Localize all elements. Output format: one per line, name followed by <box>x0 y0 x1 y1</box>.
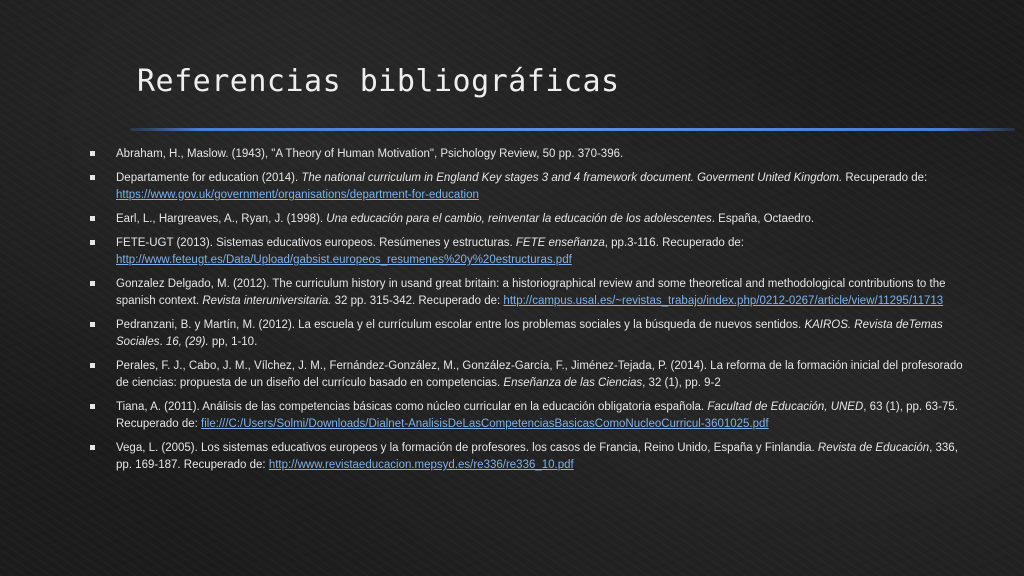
reference-italic: The national curriculum in England Key stages 3 and 4 framework document. Goverment United Kingdom. <box>301 172 843 184</box>
reference-list <box>90 146 975 481</box>
reference-text: FETE-UGT (2013). Sistemas educativos europeos. Resúmenes y estructuras. <box>116 237 516 249</box>
reference-text: Tiana, A. (2011). Análisis de las competencias básicas como núcleo curricular en la educación obligatoria española. <box>116 401 708 413</box>
reference-text: . España, Octaedro. <box>711 213 815 225</box>
reference-text: , 336, pp. 169-187. Recuperado de: <box>116 442 958 471</box>
bullet-icon <box>90 445 95 450</box>
reference-text: Vega, L. (2005). Los sistemas educativos europeos y la formación de profesores. los casos de Francia, Reino Unido, España y Finlandia. <box>116 442 818 454</box>
reference-text: Earl, L., Hargreaves, A., Ryan, J. (1998). <box>116 213 327 225</box>
reference-italic: Una educación para el cambio, reinventar la educación de los adolescentes <box>326 213 712 225</box>
reference-item <box>90 146 975 163</box>
reference-text: Recuperado de: <box>842 172 928 184</box>
bullet-icon <box>90 281 95 286</box>
reference-italic: FETE enseñanza <box>515 237 605 249</box>
reference-text: Gonzalez Delgado, M. (2012). The curriculum history in usand great britain: a historiographical review and some theoretical and methodological contributions to the spanish context. <box>116 278 946 307</box>
reference-link[interactable]: file:///C:/Users/Solmi/Downloads/Dialnet-AnalisisDeLasCompetenciasBasicasComoNucleoCurricul-3601025.pdf <box>201 418 769 430</box>
bullet-icon <box>90 175 95 180</box>
bullet-icon <box>90 322 95 327</box>
reference-italic: Enseñanza de las Ciencias <box>503 377 643 389</box>
reference-italic: 16, (29). <box>165 336 209 348</box>
reference-text: pp, 1-10. <box>208 336 258 348</box>
reference-item <box>90 235 975 269</box>
slide-title: Referencias bibliográficas <box>137 64 620 99</box>
reference-item <box>90 358 975 392</box>
bullet-icon <box>90 216 95 221</box>
title-underline <box>130 128 1015 131</box>
reference-link[interactable]: http://campus.usal.es/~revistas_trabajo/index.php/0212-0267/article/view/11295/11713 <box>503 295 944 307</box>
bullet-icon <box>90 151 95 156</box>
reference-item <box>90 170 975 204</box>
reference-item <box>90 440 975 474</box>
reference-italic: Revista interuniversitaria. <box>202 295 332 307</box>
reference-text: , pp.3-116. Recuperado de: <box>604 237 744 249</box>
reference-link[interactable]: http://www.feteugt.es/Data/Upload/gabsist.europeos_resumenes%20y%20estructuras.pdf <box>116 254 572 266</box>
bullet-icon <box>90 363 95 368</box>
bullet-icon <box>90 404 95 409</box>
reference-text: Abraham, H., Maslow. (1943), "A Theory of Human Motivation", Psichology Review, 50 pp. 370-396. <box>116 148 624 160</box>
reference-text: Pedranzani, B. y Martín, M. (2012). La escuela y el currículum escolar entre los problemas sociales y la búsqueda de nuevos sentidos. <box>116 319 805 331</box>
reference-link[interactable]: http://www.revistaeducacion.mepsyd.es/re336/re336_10.pdf <box>268 459 574 471</box>
reference-italic: KAIROS. Revista deTemas Sociales <box>116 319 943 348</box>
reference-link[interactable]: https://www.gov.uk/government/organisations/department-for-education <box>116 189 479 201</box>
bullet-icon <box>90 240 95 245</box>
reference-item <box>90 399 975 433</box>
reference-text: Departamente for education (2014). <box>116 172 302 184</box>
reference-italic: Facultad de Educación, UNED <box>707 401 864 413</box>
reference-text: . <box>159 336 166 348</box>
reference-text: , 63 (1), pp. 63-75. Recuperado de: <box>116 401 958 430</box>
reference-text: Perales, F. J., Cabo, J. M., Vílchez, J. M., Fernández-González, M., González-García, F., Jiménez-Tejada, P. (2014). La reforma de la formación inicial del profesorado de ciencias: propuesta de un diseño del currículo basado en competencias. <box>116 360 963 389</box>
reference-text: 32 pp. 315-342. Recuperado de: <box>331 295 504 307</box>
reference-item <box>90 211 975 228</box>
reference-text: , 32 (1), pp. 9-2 <box>642 377 721 389</box>
reference-item <box>90 317 975 351</box>
reference-italic: Revista de Educación <box>817 442 930 454</box>
reference-item <box>90 276 975 310</box>
